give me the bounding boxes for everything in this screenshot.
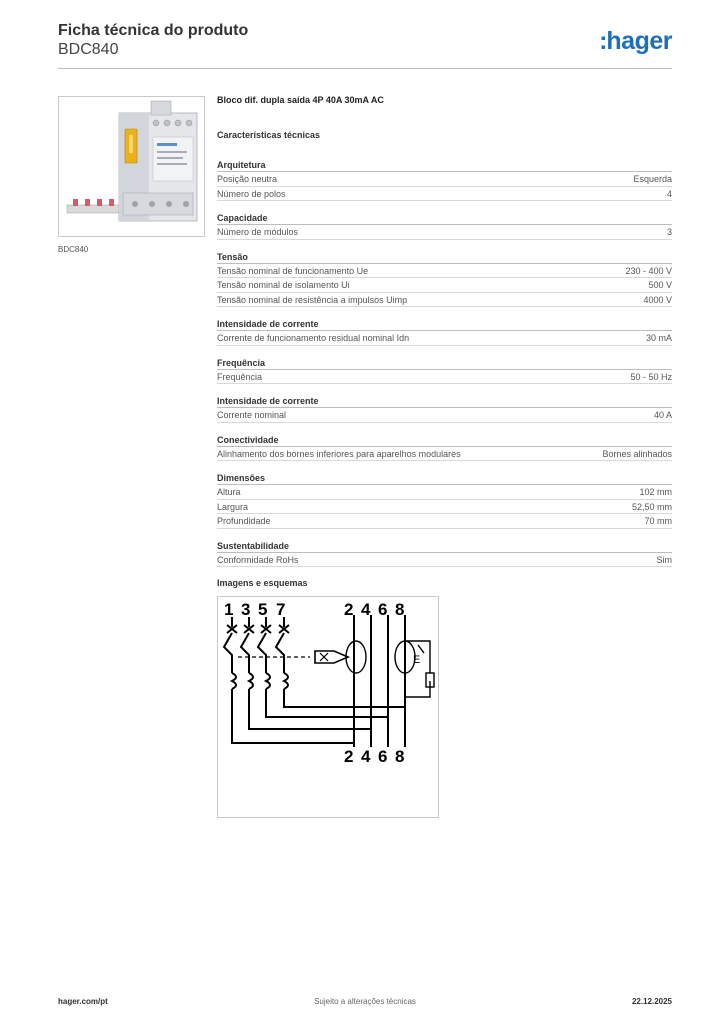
terminal-label: 7	[276, 600, 286, 619]
spec-group-residual-current	[217, 318, 672, 346]
spec-row: Número de módulos 3	[217, 225, 672, 240]
header-divider	[58, 68, 672, 69]
spec-group-title: Conectividade	[217, 434, 672, 447]
spec-group-architecture	[217, 159, 672, 201]
product-reference: BDC840	[58, 41, 119, 58]
footer-notice: Sujeito a alterações técnicas	[314, 997, 416, 1006]
spec-row: Largura 52,50 mm	[217, 500, 672, 515]
spec-row: Número de polos 4	[217, 187, 672, 202]
spec-row: Altura 102 mm	[217, 485, 672, 500]
footer-date: 22.12.2025	[631, 997, 672, 1006]
spec-group-title: Intensidade de corrente	[217, 395, 672, 408]
spec-group-title: Arquitetura	[217, 159, 672, 172]
spec-group-sustainability	[217, 540, 672, 568]
spec-row: Corrente nominal 40 A	[217, 408, 672, 423]
hager-logo: :hager	[599, 27, 672, 55]
technical-specification	[217, 95, 672, 818]
terminal-label: 4	[361, 600, 371, 619]
spec-group-title: Capacidade	[217, 212, 672, 225]
spec-row: Tensão nominal de resistência a impulsos Uimp 4000 V	[217, 293, 672, 308]
terminal-label: 8	[395, 600, 405, 619]
terminal-label: 8	[395, 747, 405, 766]
spec-group-connectivity	[217, 434, 672, 462]
spec-row: Profundidade 70 mm	[217, 514, 672, 529]
terminal-label: 4	[361, 747, 371, 766]
spec-group-capacity	[217, 212, 672, 240]
spec-group-rated-current	[217, 395, 672, 423]
spec-group-title: Frequência	[217, 357, 672, 370]
terminal-label: 1	[224, 600, 234, 619]
terminal-label: 6	[378, 747, 388, 766]
test-label: E	[413, 654, 421, 666]
terminal-label: 2	[344, 600, 354, 619]
terminal-label: 5	[258, 600, 268, 619]
spec-heading: Características técnicas	[217, 130, 321, 140]
document-title: Ficha técnica do produto	[58, 22, 249, 39]
product-name: Bloco dif. dupla saída 4P 40A 30mA AC	[217, 95, 384, 105]
spec-row: Tensão nominal de funcionamento Ue 230 - 400 V	[217, 264, 672, 279]
spec-group-frequency	[217, 357, 672, 385]
spec-group-title: Tensão	[217, 251, 672, 264]
spec-row: Conformidade RoHs Sim	[217, 553, 672, 568]
spec-row: Corrente de funcionamento residual nominal Idn 30 mA	[217, 331, 672, 346]
spec-group-dimensions	[217, 472, 672, 529]
footer-website-link[interactable]: hager.com/pt	[58, 997, 108, 1006]
spec-row: Posição neutra Esquerda	[217, 172, 672, 187]
spec-group-voltage	[217, 251, 672, 308]
product-photo	[58, 96, 205, 237]
terminal-label: 6	[378, 600, 388, 619]
schema-heading: Imagens e esquemas	[217, 578, 308, 588]
spec-group-title: Sustentabilidade	[217, 540, 672, 553]
spec-row: Frequência 50 - 50 Hz	[217, 370, 672, 385]
wiring-diagram	[217, 596, 439, 818]
terminal-label: 3	[241, 600, 251, 619]
spec-row: Alinhamento dos bornes inferiores para aparelhos modulares Bornes alinhados	[217, 447, 672, 462]
terminal-label: 2	[344, 747, 354, 766]
spec-group-title: Intensidade de corrente	[217, 318, 672, 331]
document-header	[58, 21, 672, 59]
product-image-caption: BDC840	[58, 245, 89, 254]
spec-row: Tensão nominal de isolamento Ui 500 V	[217, 278, 672, 293]
spec-group-title: Dimensões	[217, 472, 672, 485]
